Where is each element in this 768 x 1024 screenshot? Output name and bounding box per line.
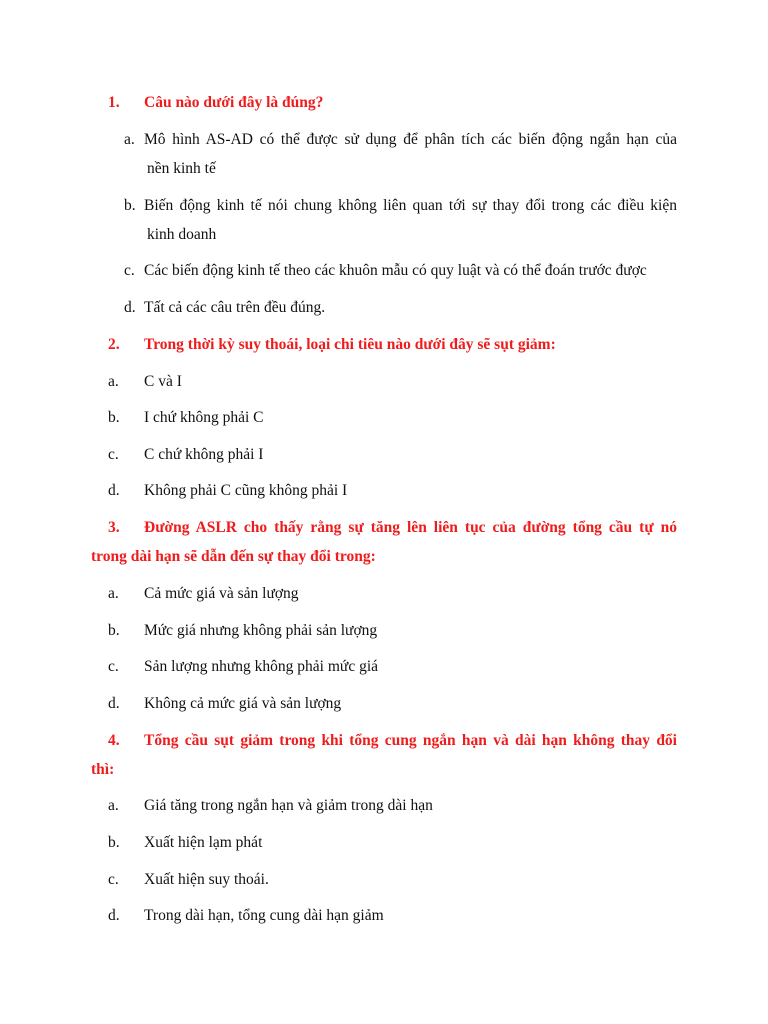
- option-text-continued: nền kinh tế: [147, 160, 216, 177]
- option-text: I chứ không phải C: [144, 409, 264, 426]
- option-letter: a.: [124, 131, 135, 148]
- option-text: Cả mức giá và sản lượng: [144, 585, 299, 602]
- question-number: 2.: [108, 336, 120, 353]
- option-text: Mô hình AS-AD có thể được sử dụng để phân tích các biến động ngắn hạn của: [144, 131, 677, 148]
- option-text: Các biến động kinh tế theo các khuôn mẫu có quy luật và có thể đoán trước được: [144, 262, 647, 279]
- option-letter: c.: [108, 658, 119, 675]
- option-text: Sản lượng nhưng không phải mức giá: [144, 658, 379, 675]
- option-letter: d.: [108, 907, 120, 924]
- option-text: Xuất hiện lạm phát: [144, 834, 263, 851]
- option-letter: a.: [108, 797, 119, 814]
- option-letter: d.: [108, 695, 120, 712]
- option-text-continued: kinh doanh: [147, 226, 217, 243]
- option-text: Mức giá nhưng không phải sản lượng: [144, 622, 378, 639]
- option-text: Xuất hiện suy thoái.: [144, 871, 269, 888]
- option-letter: d.: [124, 299, 136, 316]
- question-number: 4.: [108, 732, 120, 749]
- question-text: Đường ASLR cho thấy rằng sự tăng lên liên tục của đường tổng cầu tự nó: [144, 519, 677, 536]
- option-letter: d.: [108, 482, 120, 499]
- question-number: 3.: [108, 519, 120, 536]
- option-text: Không phải C cũng không phải I: [144, 482, 348, 499]
- question-number: 1.: [108, 94, 120, 111]
- question-text-continued: thì:: [91, 761, 115, 778]
- option-letter: b.: [108, 622, 120, 639]
- option-letter: b.: [108, 409, 120, 426]
- option-text: Tất cả các câu trên đều đúng.: [144, 299, 326, 316]
- option-letter: a.: [108, 585, 119, 602]
- option-letter: a.: [108, 373, 119, 390]
- option-letter: c.: [108, 871, 119, 888]
- option-text: C và I: [144, 373, 182, 390]
- option-text: C chứ không phải I: [144, 446, 264, 463]
- option-text: Trong dài hạn, tổng cung dài hạn giảm: [144, 907, 384, 924]
- question-text: Câu nào dưới đây là đúng?: [144, 94, 324, 111]
- question-text: Tổng cầu sụt giảm trong khi tổng cung ngắn hạn và dài hạn không thay đổi: [144, 732, 677, 749]
- question-text-continued: trong dài hạn sẽ dẫn đến sự thay đổi trong:: [91, 548, 376, 565]
- option-letter: b.: [124, 197, 136, 214]
- option-text: Giá tăng trong ngắn hạn và giảm trong dài hạn: [144, 797, 433, 814]
- option-letter: c.: [124, 262, 135, 279]
- option-letter: c.: [108, 446, 119, 463]
- option-text: Không cả mức giá và sản lượng: [144, 695, 342, 712]
- option-text: Biến động kinh tế nói chung không liên quan tới sự thay đổi trong các điều kiện: [144, 197, 677, 214]
- question-text: Trong thời kỳ suy thoái, loại chi tiêu nào dưới đây sẽ sụt giảm:: [144, 336, 556, 353]
- option-letter: b.: [108, 834, 120, 851]
